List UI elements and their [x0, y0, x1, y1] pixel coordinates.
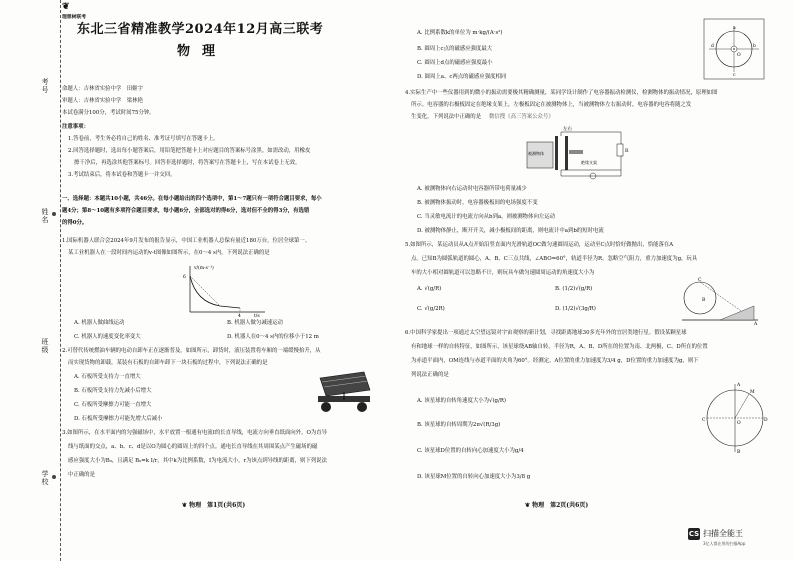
q5-option: D. (1/2)√(3g/R) [555, 306, 596, 312]
watermark-text: 微信搜《高三答案公众号》 [489, 114, 554, 120]
q4-stem-line: 4.实际生产中一些仪器用到的微小的振动需要极其精确测量，某同学设计制作了电容器振动检测仪，检测物体的振动情况，原理如图 [405, 90, 718, 96]
q2-option: D. 石板所受摩擦力可能先增大后减小 [74, 416, 163, 422]
brand-logo-text: 理想树联考 [62, 14, 86, 20]
footer-text: 物理 第2页(共6页) [532, 502, 589, 509]
q4-option: B. 被测物体振动时，电容器极板间的电场强度不变 [417, 200, 538, 206]
binding-hole [52, 475, 56, 479]
q3-fig-label-a: a [733, 26, 736, 31]
page-2 [405, 0, 790, 561]
binding-label-exam-no: 考号 [41, 78, 49, 94]
q4-fig-label-support: 绝缘支架 [581, 160, 597, 165]
q4-option: A. 被测物体向右运动时电容器所带电荷量减少 [417, 186, 527, 192]
q4-stem-line: 生变化。下列说法中正确的是 [411, 114, 482, 120]
q6-fig-label-b: B [737, 450, 741, 454]
q6-fig-label-a: A [737, 383, 741, 388]
q1-fig-ytick: 6 [183, 275, 186, 280]
q6-fig-label-m: M [750, 390, 755, 395]
q6-option: A. 该星球的自转角速度大小为√(g/R) [417, 398, 506, 404]
scoring-line: 本试卷满分100分，考试时间75分钟。 [62, 110, 155, 116]
q2-option: A. 石板所受支持力一直增大 [74, 374, 141, 380]
q1-option: D. 机器人在0～4 s内的位移小于12 m [227, 334, 319, 340]
q3-fig-label-c: c [733, 73, 736, 78]
q2-stem-line: 而实现货物的卸载。某装有石板的自卸车卸下一块石板的过程中，下列说法正确的是 [68, 360, 268, 366]
q1-fig-ylabel: v/(m·s⁻¹) [194, 266, 214, 271]
q5-option: A. √(g/R) [417, 286, 442, 292]
q6-fig-label-o: O [737, 421, 741, 426]
q1-option: A. 机器人做曲线运动 [74, 320, 125, 326]
q5-option: B. (1/2)√(g/R) [555, 286, 593, 292]
camscanner-logo-icon: CS [688, 530, 700, 538]
q4-stem-line: 所示。电容器的右极板固定在绝缘支架上，左极板固定在被测物体上，当被测物体左右振动时，电容器的电容将随之发 [411, 102, 692, 108]
q1-stem-line: 1.国际机器人联合会2024年9月发布的报告显示，中国工业机器人总保有量近180万台，位居全球第一。 [62, 238, 311, 244]
page-footer [525, 500, 588, 509]
q6-fig-label-d: D [764, 418, 768, 423]
binding-hole [52, 212, 56, 216]
section1-line: 一、选择题：本题共10小题，共46分。在每小题给出的四个选项中，第1～7题只有一项符合题目要求，每小 [62, 196, 322, 202]
page-footer [182, 500, 245, 509]
q5-option: C. √(g/2R) [417, 306, 445, 312]
q3-stem-line: 中正确的是 [68, 472, 95, 478]
exam-title: 东北三省精准教学2024年12月高三联考 [77, 22, 324, 37]
q4-fig-label-direction: 左右 [563, 127, 572, 132]
notes-line: 1.答卷前，考生务必将自己的姓名、准考证号填写在答题卡上。 [68, 136, 219, 142]
q5-fig-label-c: C [698, 278, 702, 283]
q4-fig-label-object: 被测物体 [528, 151, 544, 156]
q1-option: C. 机器人的速度变化率变大 [74, 334, 141, 340]
q6-stem-line: 为赤道平面内，OM连线与赤道平面的夹角为60°。经测定，A位置的重力加速度为3/4 g，D位置的重力加速度为g，则下 [411, 358, 699, 364]
brand-tree-icon: ❦ [62, 2, 70, 12]
q1-option: B. 机器人做匀减速运动 [227, 320, 283, 326]
q2-stem-line: 2.可替代传统燃油车辆的电动自卸车正在逐渐普及。如图所示，卸货时，液压装置将车厢的一端缓慢抬升，从 [62, 348, 321, 354]
q6-option: C. 该星球D位置的自转向心加速度大小为g/4 [417, 448, 524, 454]
binding-label-class: 班级 [41, 338, 49, 354]
q3-option: D. 圆周上a、c两点的磁感应强度相同 [417, 74, 507, 80]
q2-option: C. 石板所受摩擦力可能一直增大 [74, 402, 152, 408]
q3-fig-label-d: d [711, 44, 714, 49]
creator-line: 命题人：吉林省实验中学 田姬宇 [62, 86, 143, 92]
q2-option: B. 石板所受支持力先减小后增大 [74, 388, 152, 394]
binding-strip [0, 0, 61, 561]
q5-stem-line: 车的大小相对圆轨道可以忽略不计，则玩具车做匀速圆周运动的角速度大小为 [411, 270, 595, 276]
q6-planet-figure [700, 380, 770, 454]
footer-tree-icon: ❦ [525, 502, 533, 509]
q1-vt-graph [180, 262, 270, 318]
q4-capacitor-circuit-figure [523, 124, 633, 182]
q3-stem-line: 线与纸面的交点，a、b、c、d是以O为圆心的圆周上的四个点。通电长直导线在其周围某点产生磁场的磁 [68, 444, 318, 450]
q4-fig-label-r: R [625, 149, 629, 154]
q4-option: D. 被测物体静止，断开开关，减小极板间的距离，则电流计中a到b的短时电流 [417, 228, 604, 234]
q1-stem-line: 某工业机器人在一段时间内运动的v-t图像如图所示，在0～4 s内，下列说法正确的是 [68, 250, 270, 256]
q3-circle-figure [703, 18, 765, 80]
q5-loop-track-figure [680, 276, 760, 326]
section1-line: 的得0分。 [62, 220, 88, 226]
reviewer-line: 审题人：吉林省实验中学 梁林艳 [62, 98, 143, 104]
camscanner-tagline: 3亿人都在用的扫描App [703, 541, 746, 546]
q1-fig-xlabel: t/s [254, 314, 260, 318]
footer-tree-icon: ❦ [182, 502, 190, 509]
binding-label-name: 姓名 [41, 208, 49, 224]
binding-label-school: 学校 [41, 470, 49, 486]
q4-option: C. 当灵敏电流计的电流方向从b到a，则被测物体向左运动 [417, 214, 556, 220]
subject-title: 物理 [177, 44, 228, 59]
q3-option: C. 圆周上d点的磁感应强度最小 [417, 60, 493, 66]
q3-fig-label-b: b [753, 44, 756, 49]
q6-stem-line: 有和地球一样的自转特征，如图所示，该星球绕AB轴自转，半径为R，A、B、D所在的位置为南、北两极，C、D所在的位置 [411, 344, 708, 350]
q6-option: D. 该星球M位置的自转向心加速度大小为3/8 g [417, 474, 531, 480]
notes-line: 3.考试结束后，将本试卷和答题卡一并交回。 [68, 172, 176, 178]
q5-fig-label-a: A [754, 322, 758, 326]
q3-stem-line: 3.如图所示，在水平面内的匀强磁场中，水平放置一根通有电流I的长直导线，电流方向垂直纸面向外。O为直导 [62, 430, 328, 436]
q5-stem-line: 点。已知B为圆弧轨道的圆心，A、B、C三点共线，∠ABO=60°，轨道半径为R。忽略空气阻力，重力加速度为g，玩具 [411, 256, 698, 262]
q6-stem-line: 列说法正确的是 [411, 372, 449, 378]
notes-line: 擦干净后，再选涂其他答案标号。回答非选择题时，将答案写在答题卡上，写在本试卷上无效。 [74, 160, 301, 166]
q5-stem-line: 5.如图所示，某运动员从A点开始沿竖直面内光滑轨道OC做匀速圆周运动，运动至C点时恰好做抛出，恰能落在A [405, 242, 674, 248]
q1-fig-xtick: 4 [238, 314, 241, 318]
q6-fig-label-c: C [702, 418, 706, 423]
notes-line: 2.回答选择题时，选出每小题答案后，用铅笔把答题卡上对应题目的答案标号涂黑。如需改动，用橡皮 [68, 148, 311, 154]
q6-option: B. 该星球的自转周期为2π√(R/3g) [417, 422, 501, 428]
section1-line: 题4分；第8～10题有多项符合题目要求，每小题6分，全部选对的得6分，选对但不全的得3分，有选错 [62, 208, 310, 214]
q3-option: A. 比例系数k的单位为 m·kg/(A·s²) [417, 30, 503, 36]
q2-dump-truck-figure [314, 370, 376, 416]
page-1 [62, 0, 382, 561]
q6-stem-line: 6.中国科学家提出一项通过太空望远镜对宇宙观察的新计划，寻找距离地球30多光年外的宜居类地行星。假设某颗星球 [405, 330, 687, 336]
footer-text: 物理 第1页(共6页) [189, 502, 246, 509]
camscanner-name: 扫描全能王 [703, 529, 743, 538]
q5-fig-label-b: B [702, 298, 706, 303]
q3-fig-label-o: O [737, 53, 741, 58]
q3-stem-line: 感应强度大小为B₀，且满足 B₀=k I/r，其中k为比例系数，I为电流大小，r为该点到导线的距离，则下列说法 [68, 458, 327, 464]
q3-option: B. 圆周上c点的磁感应强度最大 [417, 46, 493, 52]
notes-heading: 注意事项： [62, 124, 89, 130]
